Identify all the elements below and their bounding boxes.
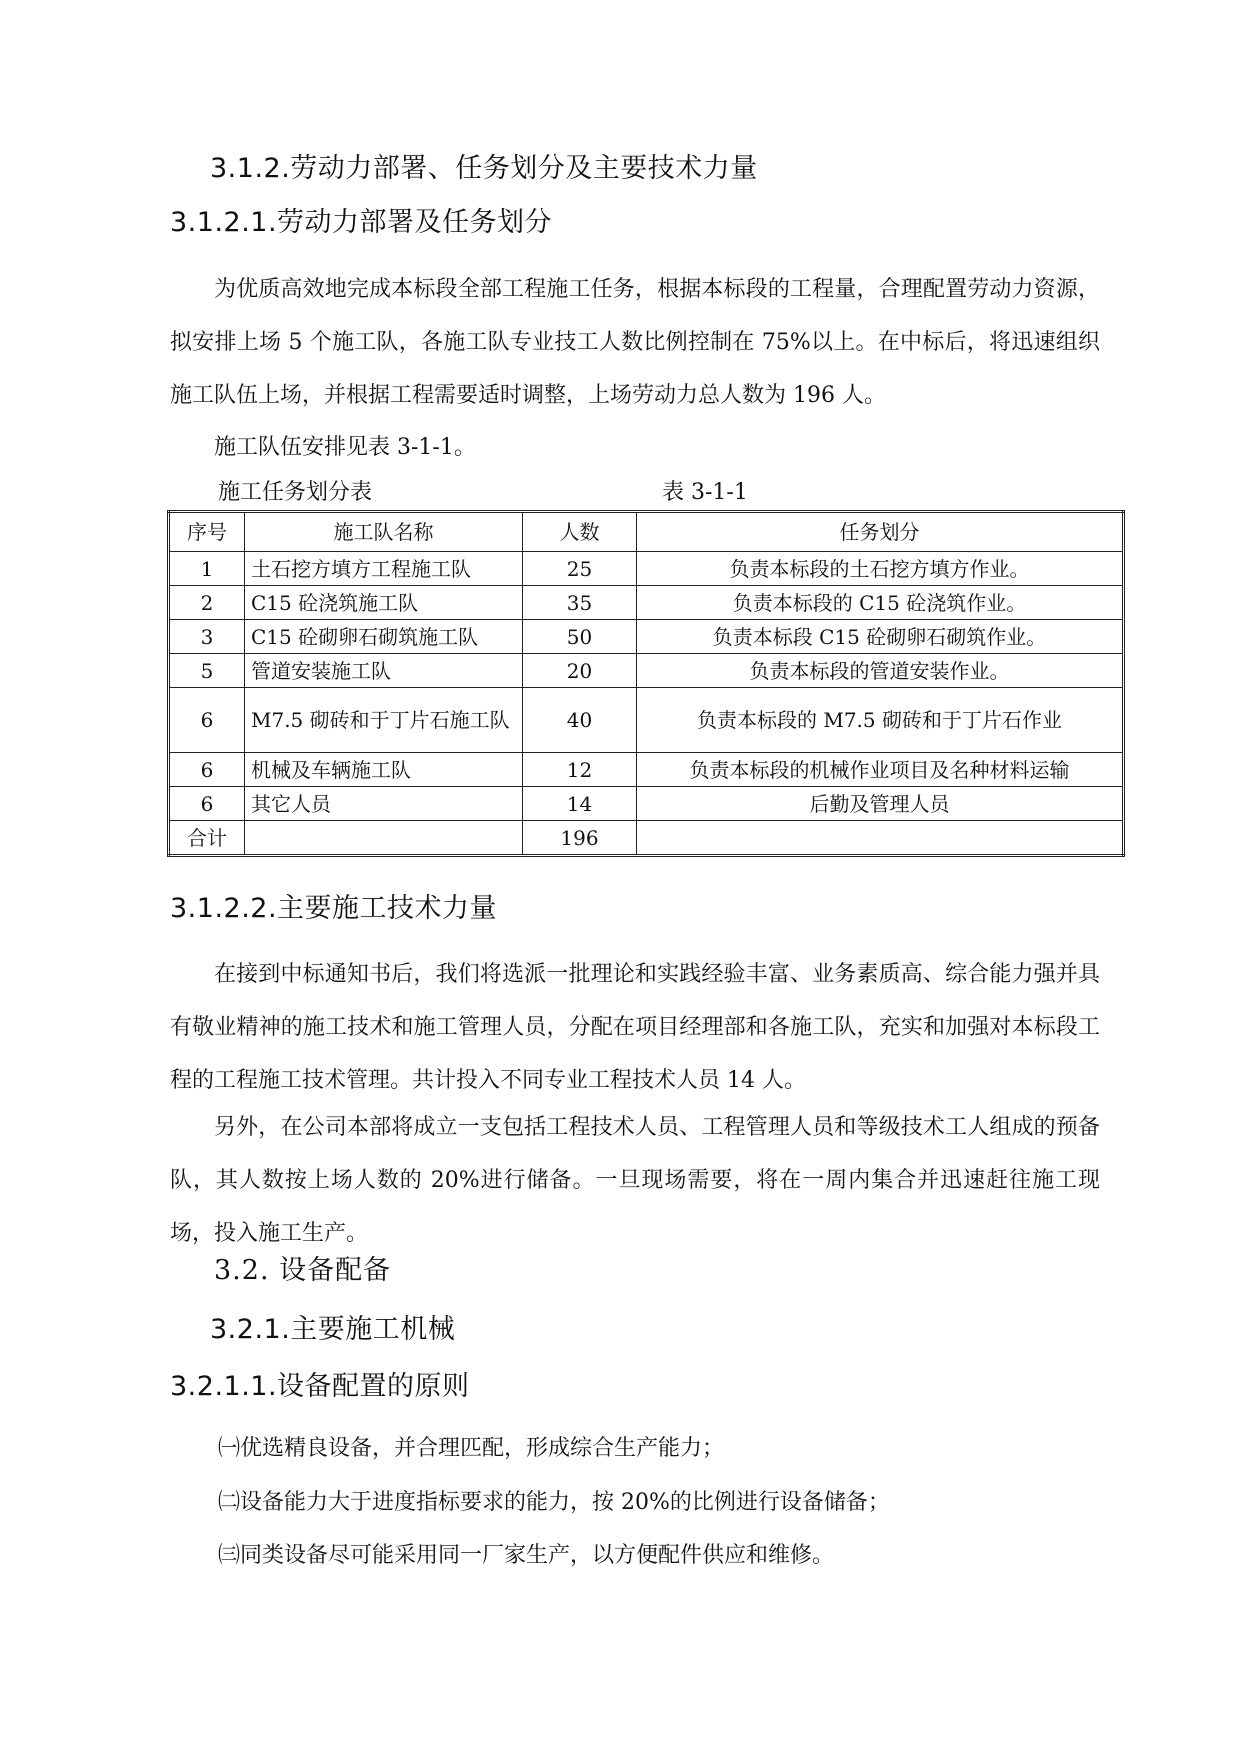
heading-3-1-2: 3.1.2.劳动力部署、任务划分及主要技术力量 xyxy=(210,153,758,184)
heading-3-2: 3.2. 设备配备 xyxy=(214,1255,392,1286)
cell-index: 6 xyxy=(169,688,245,753)
table-total-row xyxy=(169,821,1124,856)
header-team-name: 施工队名称 xyxy=(245,512,523,552)
cell-headcount: 20 xyxy=(523,654,637,688)
heading-3-2-1: 3.2.1.主要施工机械 xyxy=(210,1314,456,1345)
table-row xyxy=(169,552,1124,586)
cell-index: 6 xyxy=(169,787,245,821)
tech-strength-paragraph-2: 另外，在公司本部将成立一支包括工程技术人员、工程管理人员和等级技术工人组成的预备队，其人数按上场人数的 20%进行储备。一旦现场需要，将在一周内集合并迅速赶往施工现场，投入施工生产。 xyxy=(170,1115,1100,1246)
cell-team-name: 机械及车辆施工队 xyxy=(245,753,523,787)
cell-task: 负责本标段 C15 砼砌卵石砌筑作业。 xyxy=(637,620,1124,654)
cell-headcount: 40 xyxy=(523,688,637,753)
heading-3-1-2-1: 3.1.2.1.劳动力部署及任务划分 xyxy=(170,207,553,238)
cell-index: 5 xyxy=(169,654,245,688)
table-row xyxy=(169,688,1124,753)
cell-task: 负责本标段的 M7.5 砌砖和于丁片石作业 xyxy=(637,688,1124,753)
tech-strength-paragraph-1: 在接到中标通知书后，我们将选派一批理论和实践经验丰富、业务素质高、综合能力强并具有敬业精神的施工技术和施工管理人员，分配在项目经理部和各施工队，充实和加强对本标段工程的工程施工技术管理。共计投入不同专业工程技术人员 14 人。 xyxy=(170,962,1100,1093)
table-title: 施工任务划分表 xyxy=(218,480,373,505)
heading-3-1-2-2: 3.1.2.2.主要施工技术力量 xyxy=(170,893,498,924)
cell-headcount: 12 xyxy=(523,753,637,787)
cell-team-name: C15 砼砌卵石砌筑施工队 xyxy=(245,620,523,654)
cell-total-empty xyxy=(245,821,523,856)
task-division-table xyxy=(167,510,1125,857)
table-header-row xyxy=(169,512,1124,552)
cell-team-name: 其它人员 xyxy=(245,787,523,821)
cell-index: 3 xyxy=(169,620,245,654)
cell-index: 2 xyxy=(169,586,245,620)
principle-item: ㈠优选精良设备，并合理匹配，形成综合生产能力； xyxy=(218,1436,725,1461)
cell-index: 1 xyxy=(169,552,245,586)
principle-item: ㈡设备能力大于进度指标要求的能力，按 20%的比例进行设备储备； xyxy=(218,1490,890,1515)
table-row xyxy=(169,654,1124,688)
header-index: 序号 xyxy=(169,512,245,552)
labor-intro-paragraph: 为优质高效地完成本标段全部工程施工任务，根据本标段的工程量，合理配置劳动力资源，拟安排上场 5 个施工队，各施工队专业技工人数比例控制在 75%以上。在中标后，将迅速组织施工队伍上场，并根据工程需要适时调整，上场劳动力总人数为 196 人。 xyxy=(170,277,1100,408)
cell-headcount: 25 xyxy=(523,552,637,586)
header-headcount: 人数 xyxy=(523,512,637,552)
table-row xyxy=(169,586,1124,620)
cell-index: 6 xyxy=(169,753,245,787)
cell-task: 负责本标段的管道安装作业。 xyxy=(637,654,1124,688)
cell-headcount: 14 xyxy=(523,787,637,821)
cell-total-label: 合计 xyxy=(169,821,245,856)
principle-item: ㈢同类设备尽可能采用同一厂家生产，以方便配件供应和维修。 xyxy=(218,1543,835,1568)
cell-team-name: M7.5 砌砖和于丁片石施工队 xyxy=(245,688,523,753)
table-row xyxy=(169,753,1124,787)
table-row xyxy=(169,620,1124,654)
table-number: 表 3-1-1 xyxy=(662,480,748,505)
cell-task: 后勤及管理人员 xyxy=(637,787,1124,821)
cell-total-headcount: 196 xyxy=(523,821,637,856)
header-task: 任务划分 xyxy=(637,512,1124,552)
table-reference-paragraph: 施工队伍安排见表 3-1-1。 xyxy=(214,435,476,460)
cell-headcount: 35 xyxy=(523,586,637,620)
heading-3-2-1-1: 3.2.1.1.设备配置的原则 xyxy=(170,1371,470,1402)
cell-total-empty xyxy=(637,821,1124,856)
table-row xyxy=(169,787,1124,821)
cell-team-name: 管道安装施工队 xyxy=(245,654,523,688)
cell-team-name: C15 砼浇筑施工队 xyxy=(245,586,523,620)
cell-task: 负责本标段的土石挖方填方作业。 xyxy=(637,552,1124,586)
cell-task: 负责本标段的 C15 砼浇筑作业。 xyxy=(637,586,1124,620)
cell-headcount: 50 xyxy=(523,620,637,654)
cell-team-name: 土石挖方填方工程施工队 xyxy=(245,552,523,586)
cell-task: 负责本标段的机械作业项目及名种材料运输 xyxy=(637,753,1124,787)
